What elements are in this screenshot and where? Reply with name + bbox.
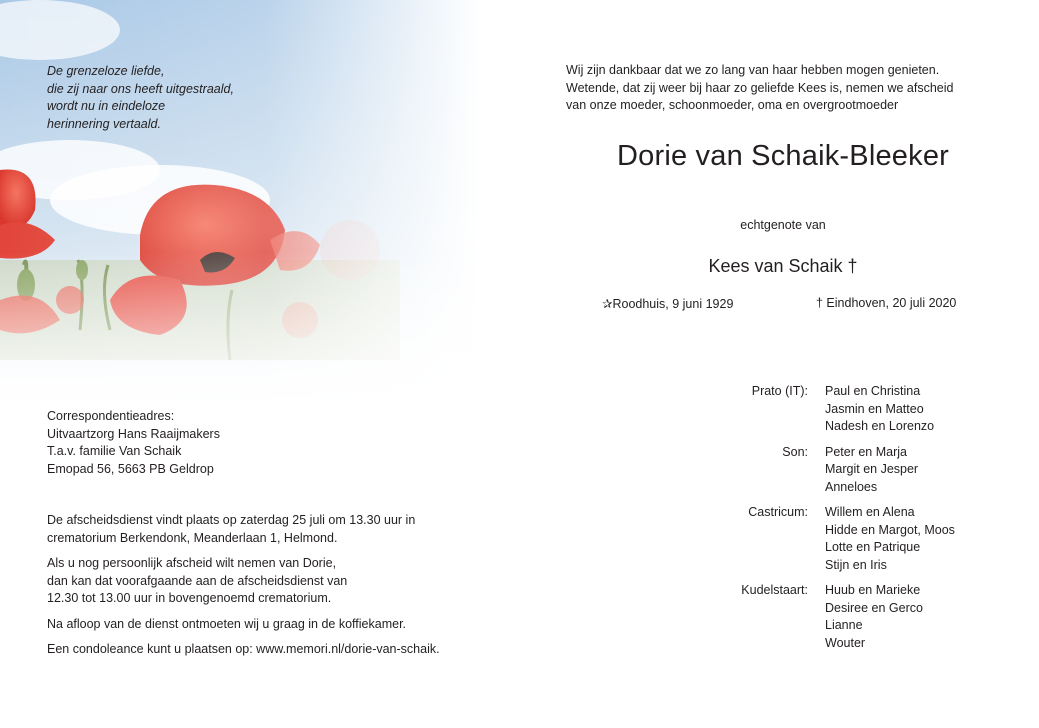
service-line: crematorium Berkendonk, Meanderlaan 1, Helmond.	[47, 530, 338, 545]
family-member: Willem en Alena	[825, 505, 915, 519]
family-member: Huub en Marieke	[825, 583, 921, 597]
family-group	[620, 444, 1020, 497]
condolence-paragraph	[47, 641, 487, 659]
family-member: Hidde en Margot, Moos	[825, 522, 955, 537]
family-member: Peter en Marja	[825, 444, 907, 459]
family-group	[620, 504, 1020, 574]
intro-line: Wetende, dat zij weer bij haar zo geliefde Kees is, nemen we afscheid	[566, 80, 954, 95]
service-line: De afscheidsdienst vindt plaats op zaterdag 25 juli om 13.30 uur in	[47, 513, 416, 527]
spouse-label: echtgenote van	[740, 218, 826, 232]
family-member: Margit en Jesper	[825, 462, 919, 476]
family-place: Son:	[782, 444, 808, 459]
family-members	[825, 444, 918, 497]
family-place: Prato (IT):	[751, 384, 808, 398]
address-line: Emopad 56, 5663 PB Geldrop	[47, 461, 214, 476]
intro-line: Wij zijn dankbaar dat we zo lang van haar hebben mogen genieten.	[566, 63, 940, 77]
family-members	[825, 383, 934, 436]
spouse-name: Kees van Schaik †	[708, 256, 858, 276]
family-members	[825, 504, 955, 574]
family-group	[620, 383, 1020, 436]
poem-line: herinnering vertaald.	[47, 116, 161, 131]
service-paragraph	[47, 512, 487, 547]
birth-info: ✰Roodhuis, 9 juni 1929	[602, 297, 734, 311]
viewing-paragraph	[47, 555, 487, 608]
poem	[47, 63, 234, 133]
family-member: Lotte en Patrique	[825, 540, 921, 554]
intro-line: van onze moeder, schoonmoeder, oma en overgrootmoeder	[566, 98, 899, 112]
family-member: Nadesh en Lorenzo	[825, 419, 935, 433]
service-info	[47, 512, 487, 667]
coffee-paragraph	[47, 616, 487, 634]
deceased-name: Dorie van Schaik-Bleeker	[617, 140, 949, 172]
family-place: Castricum:	[748, 505, 808, 519]
correspondence-address	[47, 408, 220, 478]
family-member: Wouter	[825, 635, 866, 650]
service-line: Als u nog persoonlijk afscheid wilt nemen van Dorie,	[47, 556, 337, 570]
condolence-line: Een condoleance kunt u plaatsen op: www.memori.nl/dorie-van-schaik.	[47, 642, 440, 656]
address-line: Uitvaartzorg Hans Raaijmakers	[47, 426, 220, 441]
intro-text	[566, 62, 954, 115]
family-place: Kudelstaart:	[741, 583, 808, 597]
service-line: Na afloop van de dienst ontmoeten wij u graag in de koffiekamer.	[47, 616, 407, 631]
family-group	[620, 582, 1020, 652]
correspondence-heading: Correspondentieadres:	[47, 409, 175, 423]
family-member: Anneloes	[825, 479, 878, 494]
service-line: dan kan dat voorafgaande aan de afscheidsdienst van	[47, 573, 348, 588]
poem-line: die zij naar ons heeft uitgestraald,	[47, 81, 234, 96]
poem-line: wordt nu in eindeloze	[47, 99, 166, 113]
address-line: T.a.v. familie Van Schaik	[47, 444, 182, 458]
service-line: 12.30 tot 13.00 uur in bovengenoemd crematorium.	[47, 591, 332, 605]
family-member: Lianne	[825, 618, 863, 632]
family-member: Stijn en Iris	[825, 557, 887, 572]
family-member: Paul en Christina	[825, 384, 921, 398]
family-member: Jasmin en Matteo	[825, 401, 924, 416]
family-member: Desiree en Gerco	[825, 600, 923, 615]
death-info: † Eindhoven, 20 juli 2020	[816, 296, 957, 310]
family-list	[620, 383, 1020, 660]
poem-line: De grenzeloze liefde,	[47, 64, 165, 78]
family-members	[825, 582, 923, 652]
